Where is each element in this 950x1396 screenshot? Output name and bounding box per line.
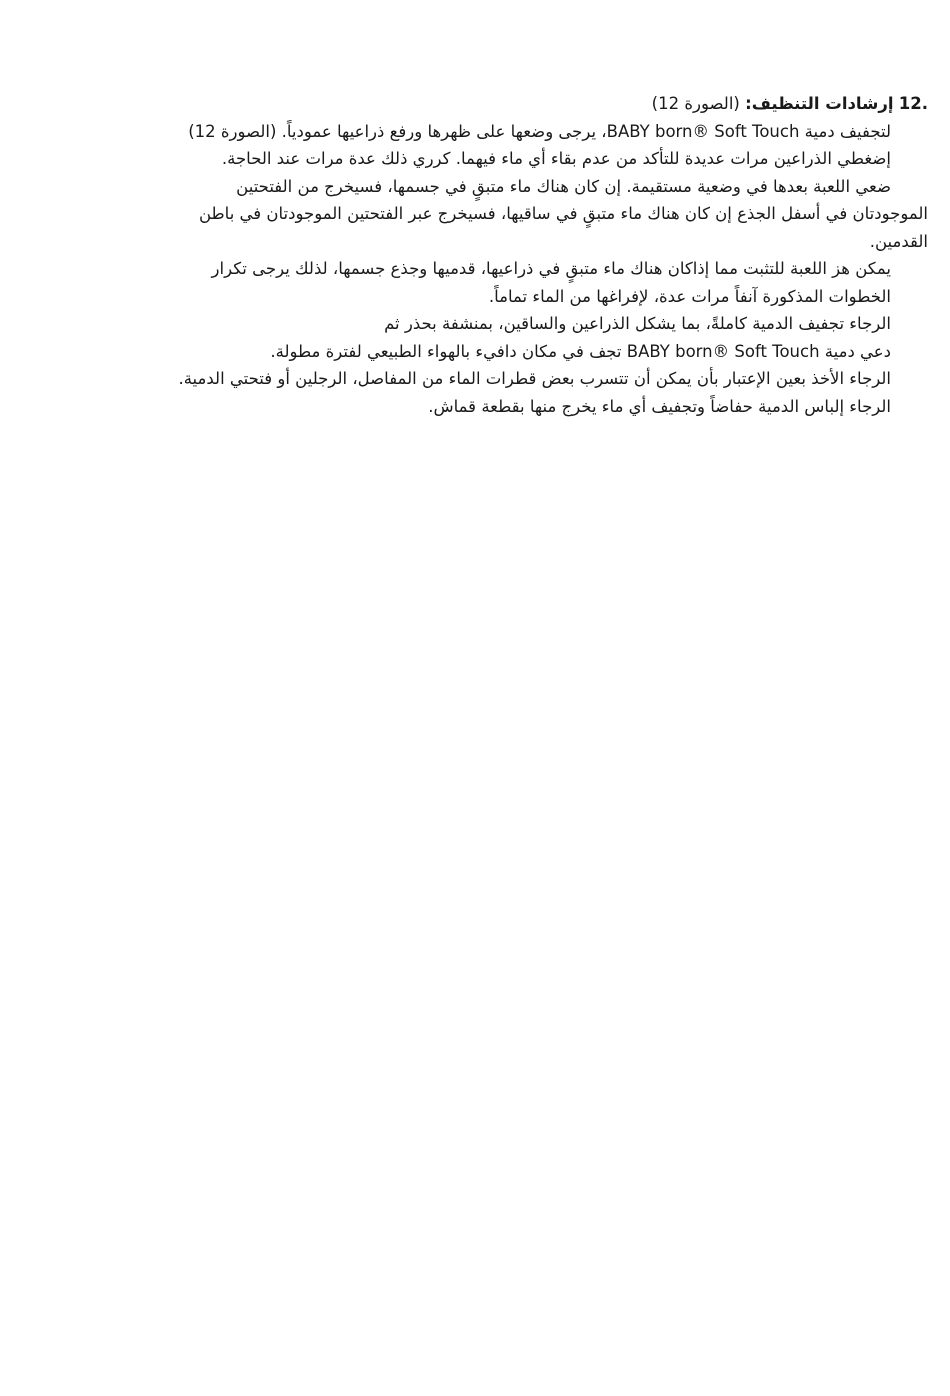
figure-reference: (الصورة 12) bbox=[651, 94, 740, 113]
instruction-line: إضغطي الذراعين مرات عديدة للتأكد من عدم بقاء أي ماء فيهما. كرري ذلك عدة مرات عند الحاجة. bbox=[221, 149, 891, 168]
instruction-line: الرجاء إلباس الدمية حفاضاً وتجفيف أي ماء يخرج منها بقطعة قماش. bbox=[428, 396, 891, 416]
instruction-line: الرجاء الأخذ بعين الإعتبار بأن يمكن أن تتسرب بعض قطرات الماء من المفاصل، الرجلين أو فتحتي الدمية. bbox=[178, 369, 891, 388]
instruction-line: دعي دمية BABY born® Soft Touch تجف في مكان دافيء بالهواء الطبيعي لفترة مطولة. bbox=[270, 341, 891, 361]
instruction-line: القدمين. bbox=[869, 231, 928, 251]
section-heading bbox=[88, 90, 928, 118]
instruction-line: الخطوات المذكورة آنفاً مرات عدة، لإفراغها من الماء تماماً. bbox=[488, 286, 891, 306]
instruction-line: يمكن هز اللعبة للتثبت مما إذاكان هناك ماء متبقٍ في ذراعيها، قدميها وجذع جسمها، لذلك يرجى تكرار bbox=[211, 259, 891, 278]
section-title: إرشادات التنظيف: bbox=[745, 94, 894, 113]
instruction-line: لتجفيف دمية BABY born® Soft Touch، يرجى وضعها على ظهرها ورفع ذراعيها عمودياً. (الصورة 12) bbox=[188, 121, 891, 141]
instructions-body bbox=[88, 118, 928, 421]
instruction-line: ضعي اللعبة بعدها في وضعية مستقيمة. إن كان هناك ماء متبقٍ في جسمها، فسيخرج من الفتحتين bbox=[236, 176, 891, 196]
section-number: 12. bbox=[898, 94, 928, 113]
instruction-line: الموجودتان في أسفل الجذع إن كان هناك ماء متبقٍ في ساقيها، فسيخرج عبر الفتحتين الموجودتان في باطن bbox=[198, 204, 928, 223]
instruction-line: الرجاء تجفيف الدمية كاملةً، بما يشكل الذراعين والساقين، بمنشفة بحذر ثم bbox=[384, 314, 891, 333]
cleaning-instructions-section bbox=[88, 90, 928, 420]
